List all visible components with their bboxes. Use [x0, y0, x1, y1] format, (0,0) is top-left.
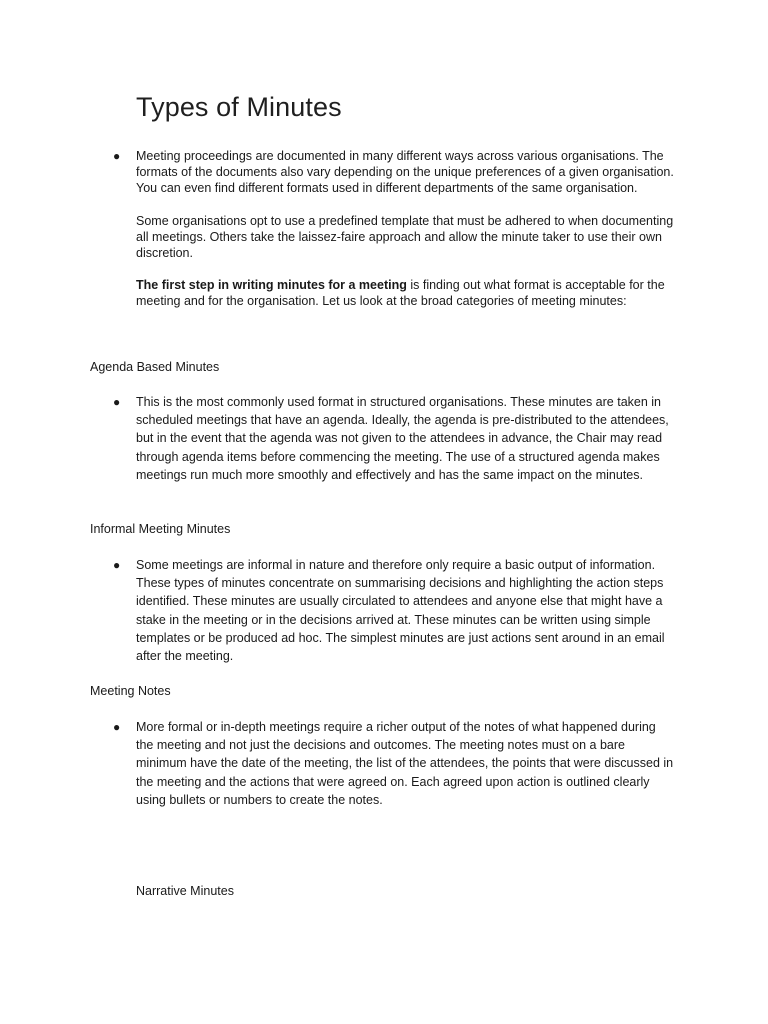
- section-paragraph: More formal or in-depth meetings require a richer output of the notes of what happened during the meeting and not just the decisions and outcomes. The meeting notes must on a bare minimum have the date of the meeting, the list of the attendees, the points that were discussed in the meeting and the actions that were agreed on. Each agreed upon action is outlined clearly using bullets or numbers to create the notes.: [136, 720, 674, 807]
- section-heading: Meeting Notes: [90, 684, 171, 698]
- section-heading: Informal Meeting Minutes: [90, 522, 231, 536]
- intro-paragraph: Meeting proceedings are documented in many different ways across various organisations. The formats of the documents also vary depending on the unique preferences of a given organisation. You can even find different formats used in different departments of the same organisation.: [136, 149, 674, 196]
- bullet-icon: ●: [113, 720, 121, 734]
- section-paragraph: Some meetings are informal in nature and therefore only require a basic output of information. These types of minutes concentrate on summarising decisions and highlighting the action steps identified. These minutes are usually circulated to attendees and anyone else that might have a stake in the meeting or in the decisions arrived at. These minutes can be written using simple templates or be produced ad hoc. The simplest minutes are just actions sent around in an email after the meeting.: [136, 558, 665, 664]
- section-bullet-item: [136, 556, 676, 665]
- bullet-icon: ●: [113, 395, 121, 409]
- section-heading: Narrative Minutes: [136, 884, 234, 898]
- intro-bold-text: The first step in writing minutes for a meeting: [136, 278, 407, 293]
- intro-paragraph: [136, 277, 676, 309]
- section-heading: Agenda Based Minutes: [90, 360, 220, 374]
- page-title: Types of Minutes: [136, 92, 342, 122]
- bullet-icon: ●: [113, 149, 121, 163]
- intro-bullet-item: [136, 148, 676, 310]
- section-bullet-item: [136, 718, 676, 809]
- intro-paragraph: Some organisations opt to use a predefined template that must be adhered to when documenting all meetings. Others take the laissez-faire approach and allow the minute taker to use their own discretion.: [136, 213, 674, 261]
- intro-text: is finding out what format is acceptable for the meeting and for the organisation. Let us look at the broad categories of meeting minutes:: [136, 278, 665, 309]
- section-paragraph: This is the most commonly used format in structured organisations. These minutes are taken in scheduled meetings that have an agenda. Ideally, the agenda is pre-distributed to the attendees, but in the event that the agenda was not given to the attendees in advance, the Chair may read through agenda items before commencing the meeting. The use of a structured agenda makes meetings run much more smoothly and effectively and has the same impact on the minutes.: [136, 395, 669, 482]
- bullet-icon: ●: [113, 558, 121, 572]
- section-bullet-item: [136, 393, 676, 484]
